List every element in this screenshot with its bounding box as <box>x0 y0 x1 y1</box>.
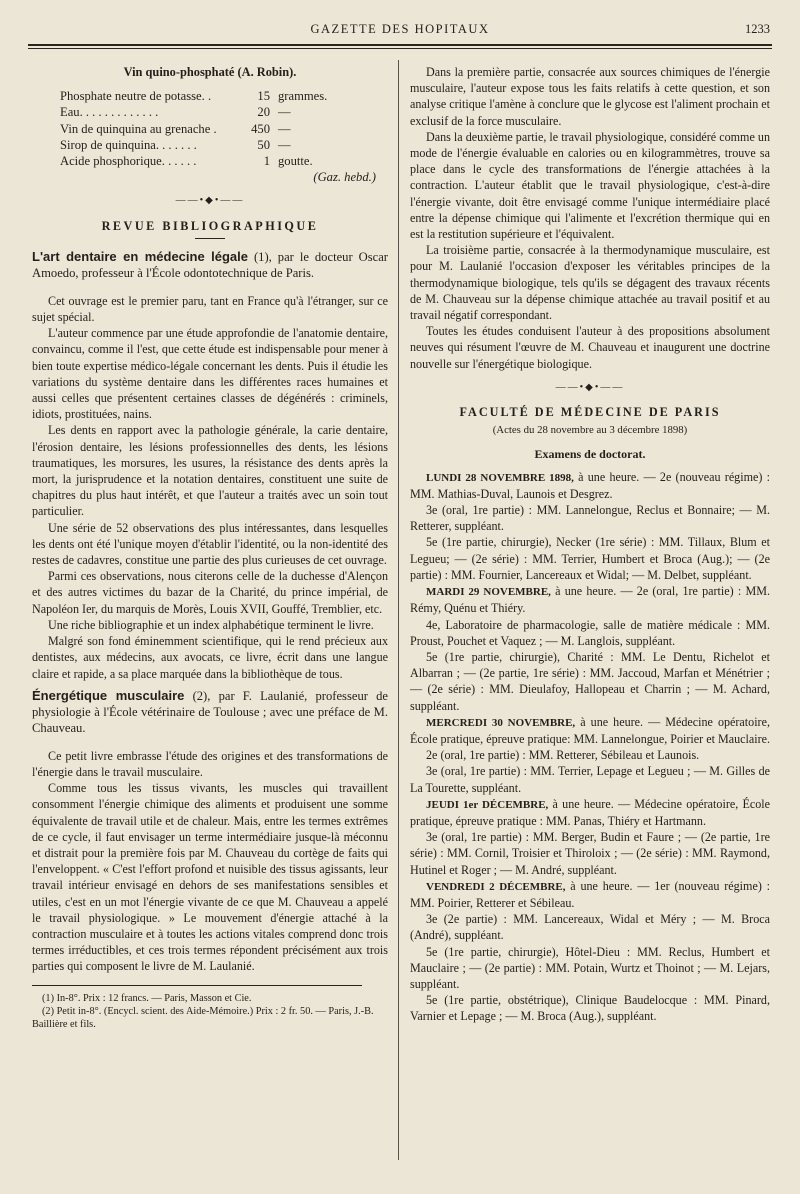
day-text: à une heure. — 2e (oral, 1re partie) : MM. Rémy, Quénu et Thiéry. <box>410 584 770 616</box>
exam-day <box>410 469 770 502</box>
ingredient-name: Acide phosphorique. . . . . . <box>60 154 197 169</box>
running-title: GAZETTE DES HOPITAUX <box>310 22 490 36</box>
ingredient-name: Vin de quinquina au grenache . <box>60 121 217 136</box>
exam-day <box>410 583 770 616</box>
recipe-author: (A. Robin). <box>237 65 297 79</box>
ingredient-unit: goutte. <box>278 154 313 169</box>
ingredient-row <box>60 104 388 120</box>
day-text: à une heure. — Médecine opératoire, École pratique, épreuve pratique: MM. Lannelongue, Poirier et Mauclaire. <box>410 714 770 746</box>
day-label: JEUDI 1er DÉCEMBRE, <box>426 798 549 811</box>
recipe-name: Vin quino-phosphaté <box>123 65 235 79</box>
paragraph: Une série de 52 observations des plus intéressantes, dans lesquelles les dents ont été l'unique moyen d'établir l'identité, ou la non-identité des restes de cadavres, constitue une partie des plus curieuses de cet ouvrage. <box>32 520 388 568</box>
header-rule-thin <box>28 48 772 49</box>
faculte-title: FACULTÉ DE MÉDECINE DE PARIS <box>459 405 721 420</box>
left-column <box>32 64 388 1032</box>
ingredient-unit: — <box>278 137 291 152</box>
footnote: (1) In-8°. Prix : 12 francs. — Paris, Masson et Cie. <box>42 992 252 1004</box>
paragraph: Comme tous les tissus vivants, les muscles qui travaillent consomment l'énergie chimique des aliments et produisent une somme équivalente de travail utile et de chaleur. Mais, entre les termes extrêmes de ce cycle, il faut envisager un terme intermédiaire jusque-là méconnu et distrait pour la première fois par M. Chauveau du cortège de faits qui l'enveloppent. « C'est l'effort profond et nuisible des tissus agissants, leur travail intérieur envisagé en dehors de ses manifestations sensibles et utiles, c'est en un mot l'énergie vivante de ce que M. Chauveau a appelé le travail physiologique. » Le mouvement d'énergie attaché à la contraction musculaire et à toutes les actions vitales comprend donc trois termes irréductibles, et ces trois termes répondent précisément aux trois parties qui composent le livre de M. Laulanié. <box>32 781 388 974</box>
exam-session: 5e (1re partie, chirurgie), Necker (1re série) : MM. Tillaux, Blum et Legueu; — (2e série) : MM. Terrier, Humbert et Broca (Aug.); — (2e partie) : MM. Fournier, Lancereaux et Widal; — M. Delbet, suppléant. <box>410 535 770 582</box>
paragraph: Ce petit livre embrasse l'étude des origines et des transformations de l'énergie dans le travail musculaire. <box>32 748 388 779</box>
ingredient-row <box>60 137 388 153</box>
paragraph: Malgré son fond éminemment scientifique, qui le rend précieux aux dentistes, aux médecins, aux avocats, ce livre, écrit dans une langue claire et rapide, a sa place marquée dans la bibliothèque de tous. <box>32 634 388 681</box>
recipe-ingredients <box>60 88 388 185</box>
ingredient-name: Eau. . . . . . . . . . . . . <box>60 105 159 120</box>
exam-title: Examens de doctorat. <box>534 447 646 462</box>
exam-session: 5e (1re partie, obstétrique), Clinique Baudelocque : MM. Pinard, Varnier et Lepage ; — M. Broca (Aug.), suppléant. <box>410 993 770 1024</box>
ingredient-unit: — <box>278 121 291 136</box>
day-label: VENDREDI 2 DÉCEMBRE, <box>426 880 566 893</box>
ingredient-qty: 1 <box>263 154 270 169</box>
ingredient-row <box>60 121 388 137</box>
newspaper-page <box>28 0 772 1194</box>
ingredient-qty: 450 <box>251 121 270 136</box>
day-text: à une heure. — Médecine opératoire, École pratique, épreuve pratique : MM. Panas, Thiéry et Hartmann. <box>410 796 771 828</box>
paragraph: L'auteur commence par une étude approfondie de l'anatomie dentaire, convaincu, comme il l'est, que cette étude est indispensable pour mener à bien toute expertise médico-légale concernant les dents. Puis il étudie les variations du système dentaire dans les différentes races humaines et aussi celles que présentent certaines classes de dégénérés : criminels, idiots, prostituées, nains. <box>32 326 388 422</box>
exam-day <box>410 878 770 911</box>
page-header <box>28 22 772 42</box>
book-info: (2), par F. Laulanié, professeur de physiologie à l'École vétérinaire de Toulouse ; avec une préface de M. Chauveau. <box>32 688 388 735</box>
ingredient-name: Phosphate neutre de potasse. . <box>60 89 212 104</box>
day-text: à une heure. — 2e (nouveau régime) : MM. Mathias-Duval, Launois et Desgrez. <box>410 469 770 501</box>
exam-session: 5e (1re partie, chirurgie), Hôtel-Dieu : MM. Reclus, Humbert et Mauclaire ; — (2e partie) : MM. Potain, Wurtz et Thoinot ; — M. Lejars, suppléant. <box>410 944 770 991</box>
footnote-rule <box>32 985 362 986</box>
paragraph: Dans la première partie, consacrée aux sources chimiques de l'énergie musculaire, l'auteur expose tous les faits relatifs à cette question, et son analyse critique l'amène à conclure que le glycose est l'aliment prochain et exclusif de la force musculaire. <box>410 65 770 128</box>
exam-session: 5e (1re partie, chirurgie), Charité : MM. Le Dentu, Richelot et Albarran ; — (2e partie, 1re série) : MM. Jaccoud, Marfan et Ménétrier ; — (2e série) : MM. Dieulafoy, Hallopeau et Charrin ; — M. Achard, suppléant. <box>410 649 770 713</box>
exam-day <box>410 796 770 829</box>
header-rule <box>28 44 772 46</box>
day-label: LUNDI 28 NOVEMBRE 1898, <box>426 471 574 484</box>
exam-day <box>410 714 770 747</box>
exam-session: 3e (2e partie) : MM. Lancereaux, Widal et Méry ; — M. Broca (André), suppléant. <box>410 912 770 943</box>
exam-session: 2e (oral, 1re partie) : MM. Retterer, Sébileau et Launois. <box>426 748 700 763</box>
recipe-title <box>32 64 388 80</box>
ornament: ——•◆•—— <box>175 195 245 207</box>
exam-session: 3e (oral, 1re partie) : MM. Berger, Budin et Faure ; — (2e partie, 1re série) : MM. Cornil, Troisier et Thiroloix ; — (2e série) : MM. Raymond, Hutinel et Roger ; — M. André, suppléant. <box>410 830 770 877</box>
faculte-subtitle: (Actes du 28 novembre au 3 décembre 1898) <box>492 424 688 437</box>
paragraph: La troisième partie, consacrée à la thermodynamique musculaire, est pour M. Laulanié l'occasion d'exposer les véritables principes de la thermodynamique biologique, tels qu'ils se dégagent des travaux récents de M. Chauveau sur la dépense chimique attachée au travail positif et au travail négatif correspondant. <box>410 243 770 323</box>
section-rule <box>195 238 225 239</box>
day-label: MARDI 29 NOVEMBRE, <box>426 586 551 599</box>
book-title: L'art dentaire en médecine légale <box>32 248 248 264</box>
column-divider <box>398 60 399 1160</box>
ingredient-row <box>60 153 388 169</box>
exam-session: 4e, Laboratoire de pharmacologie, salle de matière médicale : MM. Proust, Pouchet et Vaquez ; — M. Langlois, suppléant. <box>410 617 770 648</box>
exam-session: 3e (oral, 1re partie) : MM. Lannelongue, Reclus et Bonnaire; — M. Retterer, suppléant. <box>410 503 770 534</box>
ingredient-unit: — <box>278 105 291 120</box>
paragraph: Une riche bibliographie et un index alphabétique terminent le livre. <box>48 617 374 632</box>
ingredient-qty: 15 <box>257 89 270 104</box>
book-title: Énergétique musculaire <box>32 687 185 703</box>
book-info: (1), par le docteur Oscar Amoedo, professeur à l'École odontotechnique de Paris. <box>32 249 388 280</box>
ingredient-unit: grammes. <box>278 89 328 104</box>
ingredient-qty: 50 <box>257 137 270 152</box>
book-heading <box>32 688 388 736</box>
day-label: MERCREDI 30 NOVEMBRE, <box>426 716 576 729</box>
paragraph: Les dents en rapport avec la pathologie générale, la carie dentaire, l'érosion dentaire, les lésions professionnelles des dents, les lésions traumatiques, les morsures, les usures, la résistance des dents après la mort, la jurisprudence et la notation dentaires, constituent une suite de chapitres du plus haut intérêt, et que l'auteur a traités avec un soin tout particulier. <box>32 423 388 519</box>
book-heading <box>32 249 388 281</box>
paragraph: Cet ouvrage est le premier paru, tant en France qu'à l'étranger, sur ce sujet spécial. <box>32 293 388 325</box>
recipe-source: (Gaz. hebd.) <box>313 170 376 185</box>
day-text: à une heure. — 1er (nouveau régime) : MM. Poirier, Retterer et Sébileau. <box>410 878 770 910</box>
exam-session: 3e (oral, 1re partie) : MM. Terrier, Lepage et Legueu ; — M. Gilles de La Tourette, suppléant. <box>410 764 770 795</box>
ingredient-qty: 20 <box>257 105 270 120</box>
right-column <box>410 64 770 1025</box>
ingredient-row <box>60 88 388 104</box>
paragraph: Dans la deuxième partie, le travail physiologique, considéré comme un mode de l'énergie évaluable en calories ou en kilogrammètres, trouve sa place dans le cycle des transformations de l'énergie attachées à la contraction. L'auteur établit que le travail physiologique, c'est-à-dire l'énergie vivante, doit être envisagé comme l'unique intermédiaire placé entre la dépense chimique qui l'alimente et l'excrétion thermique qui en est la restitution supérieure et l'équivalent. <box>410 129 770 242</box>
ingredient-name: Sirop de quinquina. . . . . . . <box>60 137 197 152</box>
section-title: REVUE BIBLIOGRAPHIQUE <box>101 218 319 233</box>
ornament: ——•◆•—— <box>555 381 625 393</box>
paragraph: Parmi ces observations, nous citerons celle de la duchesse d'Alençon et des autres victimes du bazar de la Charité, du prince impérial, de Napoléon Ier, du marquis de Morès, Louis XVII, Gouffé, Tremblier, etc. <box>32 569 388 616</box>
footnote: (2) Petit in-8°. (Encycl. scient. des Aide-Mémoire.) Prix : 2 fr. 50. — Paris, J.-B. Baillière et fils. <box>32 1005 374 1031</box>
page-number: 1233 <box>745 22 770 36</box>
paragraph: Toutes les études conduisent l'auteur à des propositions absolument neuves qui résument l'œuvre de M. Chauveau et inaugurent une doctrine nouvelle sur l'énergétique biologique. <box>410 324 770 371</box>
